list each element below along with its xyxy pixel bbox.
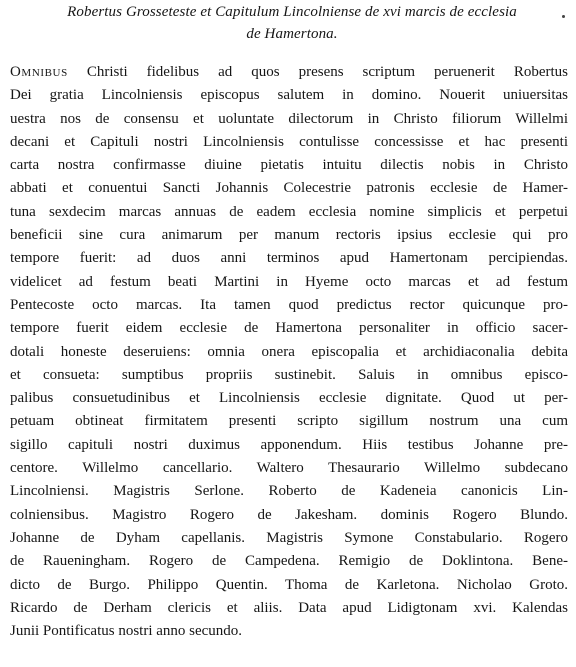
text-line-content: Christi fidelibus ad quos presens scriptum peruenerit Robertus: [67, 64, 568, 80]
text-line: Pentecoste octo marcas. Ita tamen quod predictus rector quicunque pro-: [10, 296, 568, 313]
text-line: dotali honeste deseruiens: omnia onera episcopalia et archidiaconalia debita: [10, 343, 568, 360]
text-line: Dei gratia Lincolniensis episcopus salutem in domino. Nouerit uniuersitas: [10, 87, 568, 104]
text-line: colniensibus. Magistro Rogero de Jakesham. dominis Rogero Blundo.: [10, 506, 568, 523]
corner-dot-mark: [562, 15, 565, 18]
text-line: decani et Capituli nostri Lincolniensis contulisse concessisse et hac presenti: [10, 133, 568, 150]
text-line: tuna sexdecim marcas annuas de eadem ecclesia nomine simplicis et perpetui: [10, 203, 568, 220]
charter-text: [10, 61, 568, 643]
text-line: dicto de Burgo. Philippo Quentin. Thoma de Karletona. Nicholao Groto.: [10, 576, 568, 593]
text-line: palibus consuetudinibus et Lincolniensis ecclesie dignitate. Quod ut per-: [10, 390, 568, 407]
text-line: et consueta: sumptibus propriis sustinebit. Saluis in omnibus episco-: [10, 366, 568, 383]
opening-word: Omnibus: [10, 64, 68, 80]
text-line: tempore fuerit eidem ecclesie de Hamertona personaliter in officio sacer-: [10, 320, 568, 337]
text-line: Johanne de Dyham capellanis. Magistris Symone Constabulario. Rogero: [10, 529, 568, 546]
charter-title-line-1: Robertus Grosseteste et Capitulum Lincolniense de xvi marcis de ecclesia: [67, 4, 517, 20]
text-line: sigillo capituli nostri duximus apponendum. Hiis testibus Johanne pre-: [10, 436, 568, 453]
text-line: videlicet ad festum beati Martini in Hyeme octo marcas et ad festum: [10, 273, 568, 290]
text-line: [10, 61, 568, 84]
text-line: tempore fuerit: ad duos anni terminos apud Hamertonam percipiendas.: [10, 250, 568, 267]
text-line: Ricardo de Derham clericis et aliis. Data apud Lidigtonam xvi. Kalendas: [10, 599, 568, 616]
text-line: uestra nos de consensu et uoluntate dilectorum in Christo filiorum Willelmi: [10, 110, 568, 127]
text-line-last: Junii Pontificatus nostri anno secundo.: [10, 623, 243, 640]
text-line: centore. Willelmo cancellario. Waltero Thesaurario Willelmo subdecano: [10, 460, 568, 477]
charter-title-line-2: de Hamertona.: [246, 26, 338, 42]
text-line: beneficii sine cura animarum per manum rectoris ipsius ecclesie qui pro: [10, 227, 568, 244]
text-line: abbati et conuentui Sancti Johannis Colecestrie patronis ecclesie de Hamer-: [10, 180, 568, 197]
text-line: Lincolniensi. Magistris Serlone. Roberto de Kadeneia canonicis Lin-: [10, 483, 568, 500]
text-line: carta nostra confirmasse diuine pietatis intuitu dilectis nobis in Christo: [10, 157, 568, 174]
text-line: de Raueningham. Rogero de Campedena. Remigio de Doklintona. Bene-: [10, 553, 568, 570]
text-line: petuam obtineat firmitatem presenti scripto sigillum nostrum una cum: [10, 413, 568, 430]
